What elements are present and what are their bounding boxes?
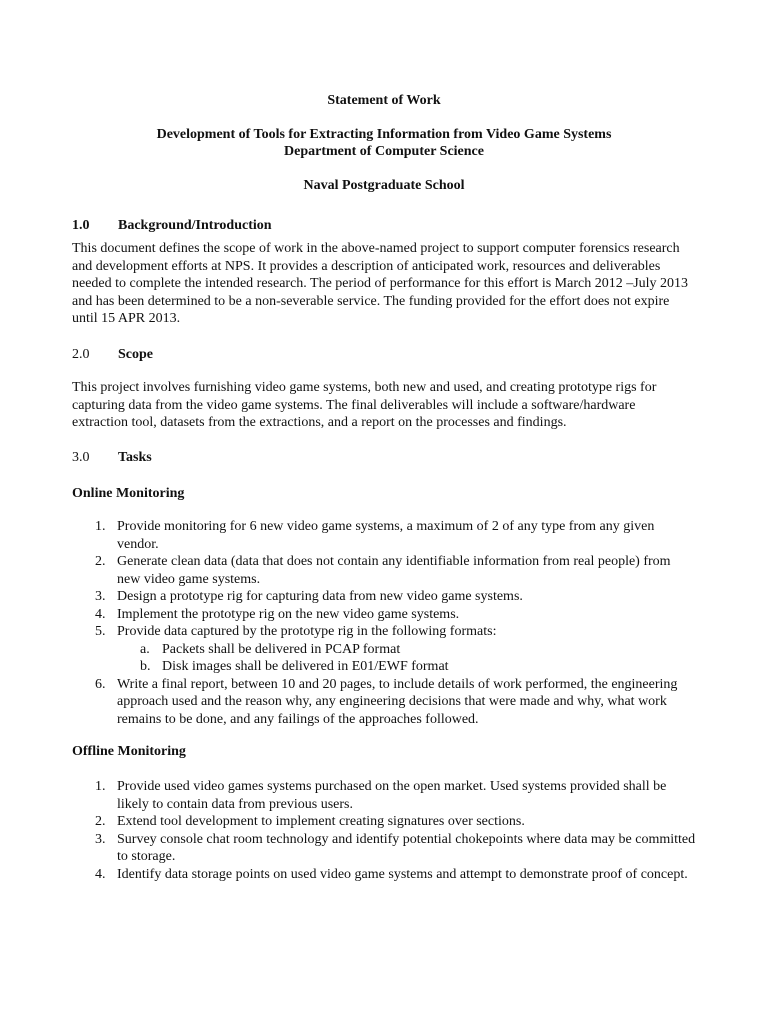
section-3-number: 3.0 xyxy=(72,450,90,465)
section-2-body: This project involves furnishing video game systems, both new and used, and creating prototype rigs for capturing data from the video game systems. The final deliverables will include a software/hardware extraction tool, datasets from the extractions, and a report on the processes and findings. xyxy=(72,380,657,430)
list-item: 4. Identify data storage points on used video game systems and attempt to demonstrate proof of concept. xyxy=(95,866,688,882)
online-monitoring-list xyxy=(72,518,696,728)
list-item: 5. Provide data captured by the prototype rig in the following formats: a. Packets shall be delivered in PCAP format b. Disk images shall be delivered in E01/EWF format xyxy=(72,623,696,676)
list-item: 2. Generate clean data (data that does not contain any identifiable information from real people) from new video game systems. xyxy=(95,554,671,587)
list-item: 3. Survey console chat room technology and identify potential chokepoints where data may be committed to storage. xyxy=(95,831,696,864)
section-1-number: 1.0 xyxy=(72,218,90,233)
sublist-item: a. Packets shall be delivered in PCAP format xyxy=(140,641,401,657)
list-item: 3. Design a prototype rig for capturing data from new video game systems. xyxy=(95,589,523,604)
list-item: 2. Extend tool development to implement creating signatures over sections. xyxy=(95,814,525,829)
list-item: 1. Provide used video games systems purchased on the open market. Used systems provided shall be likely to contain data from previous users. xyxy=(95,779,667,812)
online-monitoring-heading: Online Monitoring xyxy=(72,486,185,501)
department-name: Department of Computer Science xyxy=(284,144,484,159)
sublist-item: b. Disk images shall be delivered in E01/EWF format xyxy=(140,659,449,674)
section-2-title: Scope xyxy=(118,347,153,362)
school-name: Naval Postgraduate School xyxy=(303,178,465,193)
section-3-heading xyxy=(72,449,152,467)
list-item: 6. Write a final report, between 10 and 20 pages, to include details of work performed, the engineering approach used and the reason why, any engineering decisions that were made and why, what work remains to be done, and any failings of the approaches followed. xyxy=(95,676,678,727)
document-title: Statement of Work xyxy=(327,93,441,108)
list-item: 4. Implement the prototype rig on the new video game systems. xyxy=(95,606,460,622)
section-1-heading xyxy=(72,217,272,235)
project-title: Development of Tools for Extracting Information from Video Game Systems xyxy=(156,127,612,142)
offline-monitoring-heading: Offline Monitoring xyxy=(72,744,186,759)
format-sublist xyxy=(117,641,696,676)
section-2-number: 2.0 xyxy=(72,347,90,362)
list-item: 1. Provide monitoring for 6 new video game systems, a maximum of 2 of any type from any given vendor. xyxy=(95,519,655,552)
section-2-heading xyxy=(72,346,153,364)
section-1-title: Background/Introduction xyxy=(118,218,272,233)
section-3-title: Tasks xyxy=(118,450,152,465)
offline-monitoring-list xyxy=(72,778,696,883)
section-1-body: This document defines the scope of work in the above-named project to support computer forensics research and development efforts at NPS. It provides a description of anticipated work, resources and deliverables needed to complete the intended research. The period of performance for this effort is March 2012 –July 2013 and has been determined to be a non-severable service. The funding provided for the effort does not expire until 15 APR 2013. xyxy=(72,241,689,326)
